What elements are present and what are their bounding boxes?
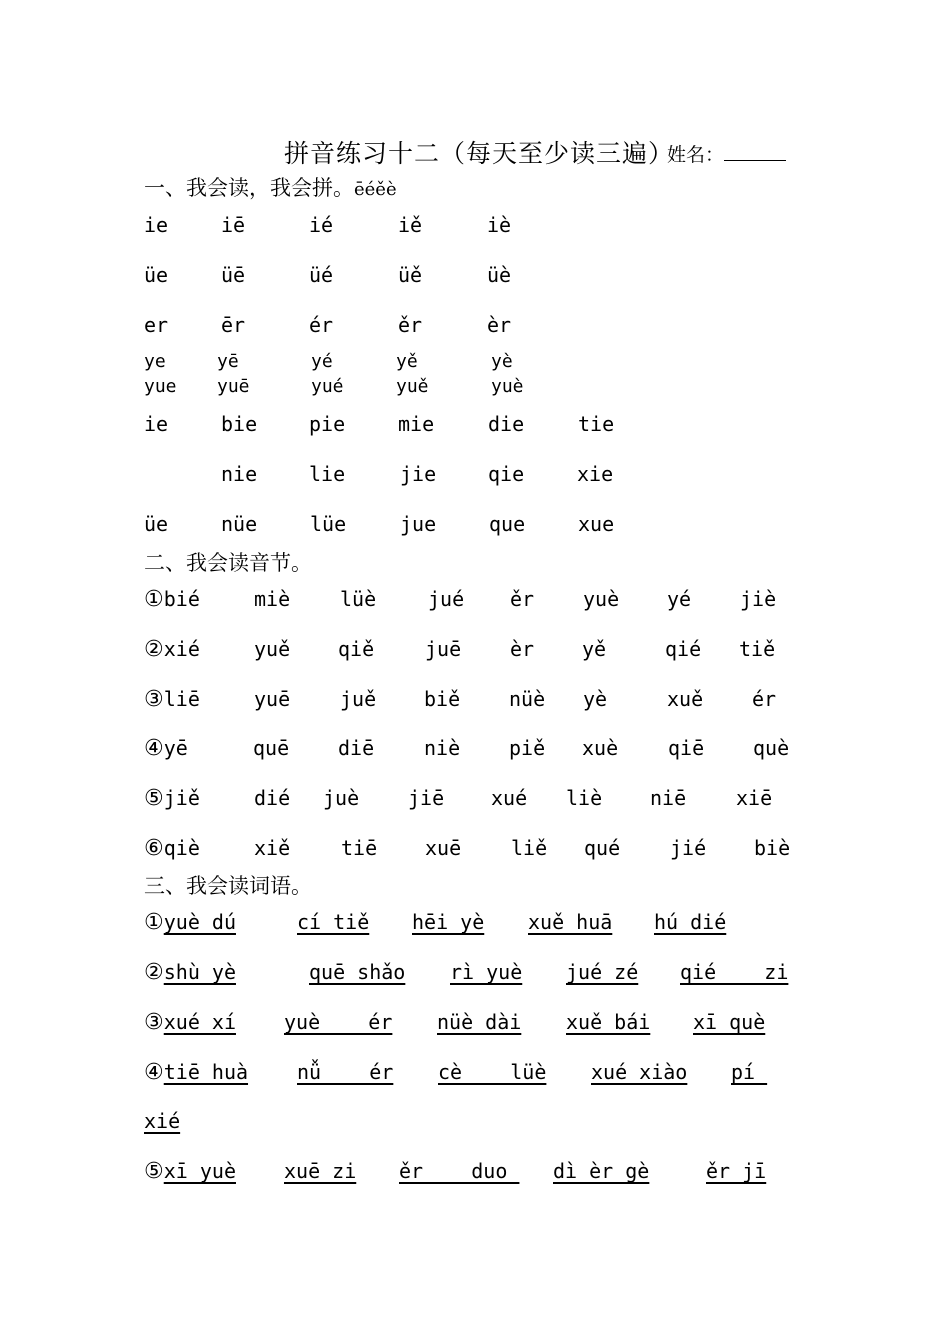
s1-cell: xie (577, 462, 614, 486)
s1-cell: yé (311, 351, 333, 372)
syllable: èr (510, 637, 535, 661)
s1-cell: yuè (491, 376, 524, 397)
s1-row-nue (0, 510, 950, 538)
section3-heading (144, 870, 312, 900)
row-number: ⑥ (144, 836, 164, 861)
word: xī què (693, 1010, 766, 1034)
name-label: 姓名： (667, 144, 725, 166)
s1-cell: yē (217, 351, 239, 372)
word: quē shǎo (309, 960, 406, 984)
section1-tone-marks: ēéěè (354, 179, 397, 200)
section2-heading-text: 二、我会读音节。 (144, 551, 312, 575)
syllable: tiě (739, 637, 776, 661)
word: xī yuè (163, 1159, 236, 1183)
syllable: qiē (668, 736, 705, 760)
s1-cell: yuē (217, 376, 250, 397)
s2-item (144, 784, 200, 813)
word: nüè dài (437, 1010, 522, 1034)
syllable: xuè (582, 736, 619, 760)
s1-row-ye (0, 348, 950, 376)
row-number: ③ (144, 687, 164, 712)
s2-row-6 (0, 834, 950, 862)
syllable: jiè (740, 587, 777, 611)
s1-cell: iè (487, 213, 512, 237)
s1-cell: ye (144, 351, 166, 372)
s1-cell: tie (578, 412, 615, 436)
s1-cell: yuě (396, 376, 429, 397)
title-text: 拼音练习十二（每天至少读三遍） (284, 139, 675, 168)
syllable: qiè (163, 836, 200, 860)
word: xié (144, 1109, 181, 1133)
row-number: ② (144, 637, 164, 662)
s1-cell: yué (311, 376, 344, 397)
s3-row-2 (0, 958, 950, 986)
s1-row-yue (0, 373, 950, 401)
syllable: juě (340, 687, 377, 711)
syllable: yuē (254, 687, 291, 711)
s3-item (144, 1008, 236, 1037)
syllable: yuè (583, 587, 620, 611)
row-number: ① (144, 910, 164, 935)
word: cè lüè (438, 1060, 547, 1084)
row-number: ④ (144, 1060, 164, 1085)
worksheet-title (0, 128, 950, 168)
s1-cell: üě (398, 263, 423, 287)
section3-heading-text: 三、我会读词语。 (144, 874, 312, 898)
s2-row-3 (0, 685, 950, 713)
s2-item (144, 635, 200, 664)
s1-cell: üe (144, 263, 169, 287)
syllable: piě (509, 736, 546, 760)
s1-cell: que (489, 512, 526, 536)
syllable: juè (323, 786, 360, 810)
syllable: liě (511, 836, 548, 860)
s1-cell: lüe (310, 512, 347, 536)
syllable: xué (491, 786, 528, 810)
syllable: nüè (509, 687, 546, 711)
syllable: jié (670, 836, 707, 860)
s1-cell: qie (488, 462, 525, 486)
syllable: qié (665, 637, 702, 661)
word: ěr jī (706, 1159, 767, 1183)
syllable: yé (667, 587, 692, 611)
syllable: qué (584, 836, 621, 860)
syllable: ér (752, 687, 777, 711)
syllable: biě (424, 687, 461, 711)
s2-item (144, 685, 200, 714)
s2-row-1 (0, 585, 950, 613)
s1-cell: yè (491, 351, 513, 372)
s1-cell: ie (144, 213, 169, 237)
s2-row-4 (0, 734, 950, 762)
syllable: xiě (254, 836, 291, 860)
s1-cell: iē (221, 213, 246, 237)
s1-cell: yue (144, 376, 177, 397)
word: xuē zi (284, 1159, 357, 1183)
word: rì yuè (450, 960, 523, 984)
syllable: jiē (408, 786, 445, 810)
row-number: ① (144, 587, 164, 612)
s1-cell: lie (309, 462, 346, 486)
row-number: ② (144, 960, 164, 985)
name-blank-line (724, 160, 786, 161)
s2-item (144, 834, 200, 863)
section2-heading (144, 547, 312, 577)
word: xuě huā (528, 910, 613, 934)
word: cí tiě (297, 910, 370, 934)
word: yuè ér (284, 1010, 393, 1034)
s1-cell: iě (398, 213, 423, 237)
s2-item (144, 585, 200, 614)
word: xué xiào (591, 1060, 688, 1084)
word: hú dié (654, 910, 727, 934)
syllable: quē (253, 736, 290, 760)
word: shù yè (163, 960, 236, 984)
syllable: què (753, 736, 790, 760)
s1-cell: nüe (221, 512, 258, 536)
s3-item (144, 1157, 236, 1186)
syllable: yē (163, 736, 188, 760)
word: ěr duo (399, 1159, 520, 1183)
word: nǚ ér (297, 1060, 394, 1084)
syllable: xuē (425, 836, 462, 860)
word: hēi yè (412, 910, 485, 934)
syllable: niè (424, 736, 461, 760)
s1-cell: ié (309, 213, 334, 237)
s1-cell: èr (487, 313, 512, 337)
s1-cell: er (144, 313, 169, 337)
s1-cell: üè (487, 263, 512, 287)
word: yuè dú (163, 910, 236, 934)
s1-cell: ér (309, 313, 334, 337)
s2-row-2 (0, 635, 950, 663)
s3-row-4 (0, 1058, 950, 1086)
s1-cell: die (488, 412, 525, 436)
syllable: niē (650, 786, 687, 810)
syllable: yuě (254, 637, 291, 661)
s1-cell: ēr (221, 313, 246, 337)
s1-cell: üe (144, 512, 169, 536)
word: pí (731, 1060, 768, 1084)
word: xué xí (163, 1010, 236, 1034)
word: jué zé (566, 960, 639, 984)
word: qié zi (680, 960, 789, 984)
s1-cell: bie (221, 412, 258, 436)
s1-row-nie (0, 460, 950, 488)
syllable: tiē (341, 836, 378, 860)
syllable: liè (566, 786, 603, 810)
word: dì èr gè (553, 1159, 650, 1183)
syllable: jué (428, 587, 465, 611)
s1-cell: ěr (398, 313, 423, 337)
section1-heading-text: 一、我会读，我会拼。 (144, 176, 354, 200)
syllable: miè (254, 587, 291, 611)
row-number: ③ (144, 1010, 164, 1035)
s3-row-1 (0, 908, 950, 936)
word: tiē huà (163, 1060, 249, 1084)
s1-cell: mie (398, 412, 435, 436)
syllable: jiě (163, 786, 200, 810)
syllable: lüè (340, 587, 377, 611)
s2-item (144, 734, 188, 763)
s3-row-5 (0, 1157, 950, 1185)
syllable: dié (254, 786, 291, 810)
syllable: qiě (338, 637, 375, 661)
s1-row-er (0, 311, 950, 339)
s3-row-4-wrap (0, 1107, 950, 1135)
syllable: biè (754, 836, 791, 860)
s1-cell: üē (221, 263, 246, 287)
syllable: xiē (736, 786, 773, 810)
s1-cell: pie (309, 412, 346, 436)
s1-cell: ie (144, 412, 169, 436)
s1-row-bie (0, 410, 950, 438)
syllable: xuě (667, 687, 704, 711)
s1-cell: üé (309, 263, 334, 287)
word: xuě bái (566, 1010, 651, 1034)
row-number: ④ (144, 736, 164, 761)
syllable: yè (583, 687, 608, 711)
s1-cell: jue (400, 512, 437, 536)
s1-row-ie (0, 211, 950, 239)
syllable: bié (163, 587, 200, 611)
syllable: diē (338, 736, 375, 760)
s3-row-3 (0, 1008, 950, 1036)
s2-row-5 (0, 784, 950, 812)
s3-item (144, 908, 236, 937)
s1-cell: jie (400, 462, 437, 486)
syllable: juē (425, 637, 462, 661)
syllable: yě (582, 637, 607, 661)
section1-heading (144, 172, 397, 202)
s1-row-ue (0, 261, 950, 289)
s1-cell: nie (221, 462, 258, 486)
s3-item (144, 958, 236, 987)
row-number: ⑤ (144, 1159, 164, 1184)
s3-item (144, 1058, 248, 1087)
syllable: xié (163, 637, 200, 661)
syllable: liē (163, 687, 200, 711)
s1-cell: xue (578, 512, 615, 536)
syllable: ěr (510, 587, 535, 611)
row-number: ⑤ (144, 786, 164, 811)
s1-cell: yě (396, 351, 418, 372)
